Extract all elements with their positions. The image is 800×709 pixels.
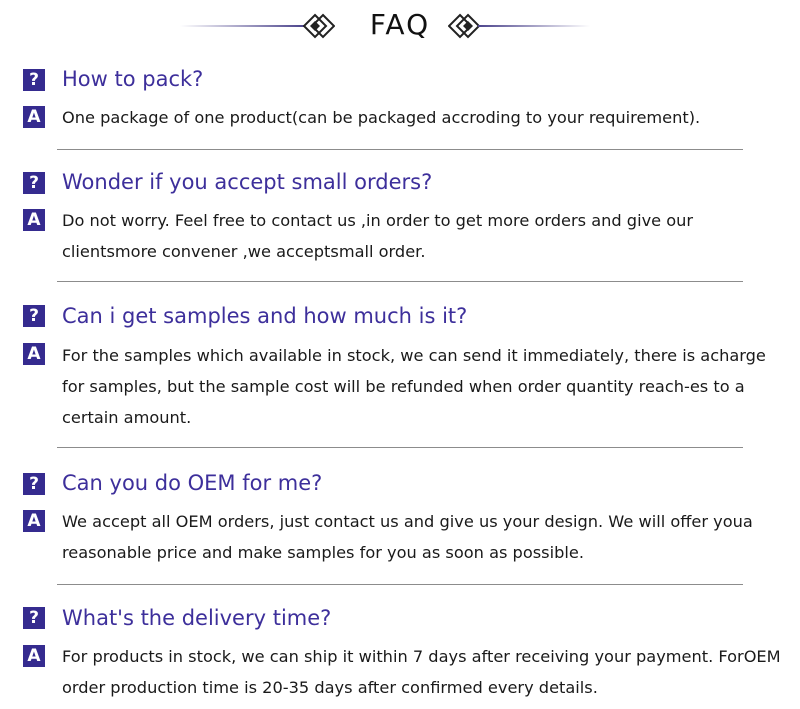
- answer-mark-icon: A: [23, 106, 45, 128]
- header-line-right: [478, 25, 590, 27]
- answer-mark-icon: A: [23, 645, 45, 667]
- answer-mark-icon: A: [23, 209, 45, 231]
- question-mark-icon: ?: [23, 607, 45, 629]
- faq-answer-line: One package of one product(can be packaged accroding to your requirement).: [62, 108, 701, 127]
- question-mark-icon: ?: [23, 305, 45, 327]
- question-mark-icon: ?: [23, 172, 45, 194]
- faq-answer-line: We accept all OEM orders, just contact us and give us your design. We will offer youa: [62, 512, 753, 531]
- faq-answer-line: For the samples which available in stock, we can send it immediately, there is acharge: [62, 346, 766, 365]
- question-mark-icon: ?: [23, 473, 45, 495]
- faq-answer: [62, 102, 792, 133]
- faq-question: How to pack?: [62, 67, 204, 91]
- faq-answer-line: Do not worry. Feel free to contact us ,in order to get more orders and give our: [62, 211, 694, 230]
- faq-answer: [62, 205, 792, 267]
- faq-answer: [62, 506, 792, 568]
- faq-question: What's the delivery time?: [62, 606, 332, 630]
- faq-answer: [62, 641, 792, 703]
- answer-mark-icon: A: [23, 510, 45, 532]
- faq-question: Wonder if you accept small orders?: [62, 170, 433, 194]
- faq-answer-line: For products in stock, we can ship it within 7 days after receiving your payment. ForOEM: [62, 647, 781, 666]
- faq-question: Can you do OEM for me?: [62, 471, 323, 495]
- faq-answer-line: reasonable price and make samples for you as soon as possible.: [62, 543, 584, 562]
- faq-answer-line: clientsmore convener ,we acceptsmall order.: [62, 242, 426, 261]
- page-title: FAQ: [369, 8, 431, 41]
- faq-answer-line: certain amount.: [62, 408, 192, 427]
- header-line-left: [180, 25, 304, 27]
- faq-header: [0, 0, 800, 52]
- double-diamond-icon: [448, 13, 480, 39]
- faq-divider: [57, 584, 743, 585]
- faq-answer-line: order production time is 20-35 days after confirmed every details.: [62, 678, 598, 697]
- faq-answer: [62, 340, 792, 433]
- faq-divider: [57, 447, 743, 448]
- answer-mark-icon: A: [23, 343, 45, 365]
- faq-divider: [57, 149, 743, 150]
- faq-question: Can i get samples and how much is it?: [62, 304, 468, 328]
- question-mark-icon: ?: [23, 69, 45, 91]
- faq-answer-line: for samples, but the sample cost will be refunded when order quantity reach-es to a: [62, 377, 745, 396]
- faq-divider: [57, 281, 743, 282]
- double-diamond-icon: [303, 13, 335, 39]
